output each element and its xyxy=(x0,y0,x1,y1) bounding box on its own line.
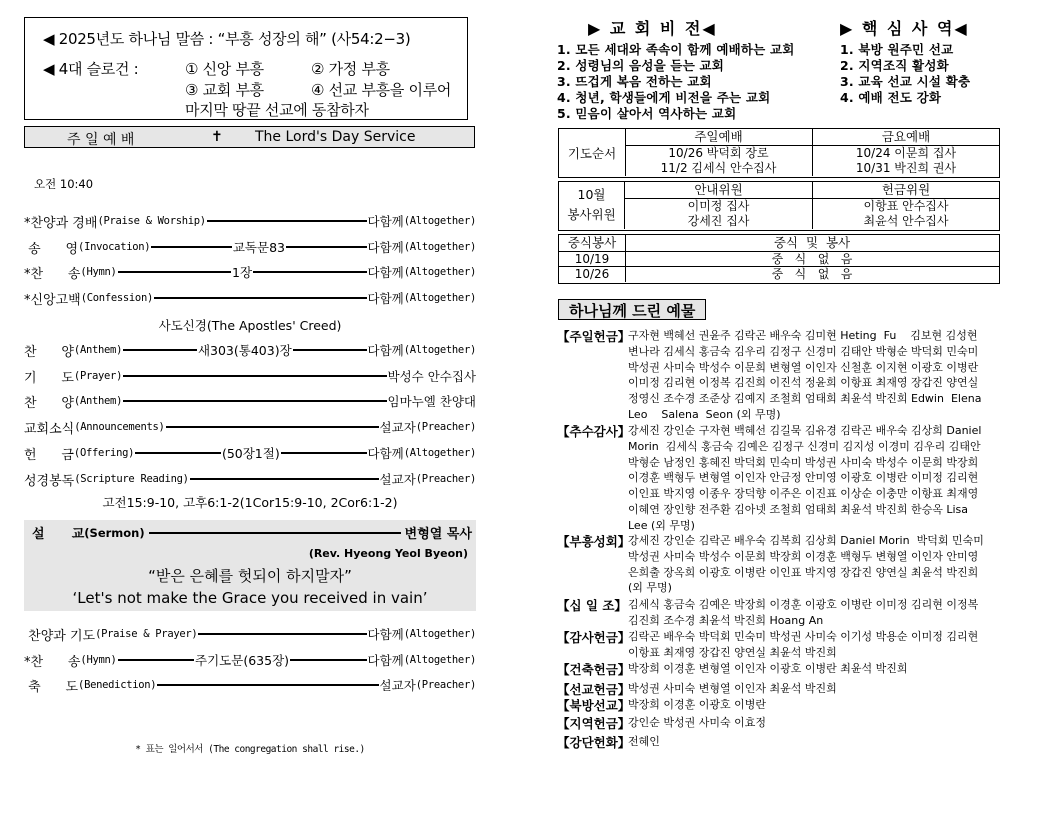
order-item xyxy=(24,263,476,281)
donor-line: 정영신 조수경 조준상 김예지 조철희 엄태희 최윤석 박진희 Edwin Elena xyxy=(628,392,982,406)
order-item-ko: *신앙고백 xyxy=(24,292,81,308)
order-item xyxy=(24,392,476,410)
donor-line: 이혜연 장인향 전주환 김아넷 조철희 엄태희 최윤석 박진희 한승옥 Lisa xyxy=(628,502,969,516)
order-item-ko: 찬양과 기도 xyxy=(24,628,96,644)
core-ministry-title: ▶ 핵 심 사 역◀ xyxy=(840,19,969,38)
offerings-title-text: 하나님께 드린 예물 xyxy=(569,302,696,320)
lunch-date: 10/26 xyxy=(559,267,626,282)
order-item xyxy=(24,418,476,436)
leader-line xyxy=(190,478,379,480)
lunch-date: 10/19 xyxy=(559,252,626,267)
church-vision-item: 1. 모든 세대와 족속이 함께 예배하는 교회 xyxy=(557,42,795,57)
order-item-en: (Praise & Prayer) xyxy=(95,628,198,640)
church-vision-item: 5. 믿음이 살아서 역사하는 교회 xyxy=(557,106,737,121)
order-item-en: (Scripture Reading) xyxy=(74,473,189,485)
order-item xyxy=(24,289,476,307)
offerings-title xyxy=(558,299,706,320)
order-item-leader-en: (Preacher) xyxy=(415,473,476,485)
donor-line: Leo Salena Seon (외 무명) xyxy=(628,407,781,421)
volunteer-month: 10월 xyxy=(577,187,606,202)
order-item-ko: 축 도 xyxy=(24,679,79,695)
donor-line: 전혜인 xyxy=(628,735,660,748)
volunteer-label xyxy=(559,182,625,229)
leader-line xyxy=(166,426,379,428)
donor-line: 강세진 강인순 구자현 백혜선 김길묵 김유경 김락곤 배우숙 김상희 Daniel xyxy=(628,424,982,437)
order-item-leader: 다함께 xyxy=(367,240,404,255)
offering-donors xyxy=(628,533,1003,596)
core-ministry-item: 2. 지역조직 활성화 xyxy=(840,58,949,73)
cross-icon: ✝ xyxy=(211,129,223,145)
service-title-ko: 주 일 예 배 xyxy=(67,132,135,148)
service-title-bar xyxy=(24,126,475,148)
donor-line: 김세식 홍금숙 김예은 박장희 이경훈 이광호 이병란 이미정 김리현 이정복 xyxy=(628,598,979,611)
offering-donors xyxy=(628,681,1003,697)
order-item xyxy=(24,341,476,359)
order-item-en: (Prayer) xyxy=(73,370,123,382)
offering-category: 【지역헌금】 xyxy=(557,716,631,731)
offering-category: 【추수감사】 xyxy=(557,424,631,439)
order-item-en: (Anthem) xyxy=(73,395,123,407)
order-item-leader-en: (Altogether) xyxy=(403,344,476,356)
donor-line: 변나라 김세식 홍금숙 김우리 김정구 신경미 김태안 박형순 박덕회 민숙미 xyxy=(628,344,979,358)
donor-line: 박장희 이경훈 변형열 이인자 이광호 이병란 최윤석 박진희 xyxy=(628,662,908,675)
sunday-service-header: 주일예배 xyxy=(625,129,813,146)
offering-donors xyxy=(628,715,1003,731)
offering-committee-entry: 최윤석 안수집사 xyxy=(863,214,949,228)
donor-line: 이인표 박지영 이종우 장덕향 이주은 이진표 이상순 이충만 이항표 최재영 xyxy=(628,487,979,501)
offering-category: 【부흥성회】 xyxy=(557,534,631,549)
donor-line: Morin 김세식 홍금숙 김예은 김정구 신경미 김지성 이경미 김우리 김태안 xyxy=(628,439,981,453)
offering-committee-header: 헌금위원 xyxy=(813,182,999,199)
motto-line: ◀ 2025년도 하나님 말씀 : “부흥 성장의 해” (사54:2−3) xyxy=(43,30,411,48)
order-item-en: (Hymn) xyxy=(80,266,117,278)
prayer-order-label: 기도순서 xyxy=(559,129,626,176)
order-item xyxy=(24,212,476,230)
order-item xyxy=(24,444,476,462)
order-item-ko: 성경봉독 xyxy=(24,473,75,489)
slogan-2: ② 가정 부흥 xyxy=(311,60,390,78)
order-item xyxy=(24,470,476,488)
service-title-en: The Lord's Day Service xyxy=(255,129,416,145)
donor-line: 구자현 백혜선 권윤주 김락곤 배우숙 김미현 Heting Fu 김보현 김성현 xyxy=(628,329,978,342)
offering-donors xyxy=(628,629,1003,661)
leader-line xyxy=(281,452,367,454)
usher-entry: 강세진 집사 xyxy=(687,214,750,228)
service-time: 오전 10:40 xyxy=(34,177,94,191)
sunday-prayer-entry: 11/2 김세식 안수집사 xyxy=(660,161,777,175)
order-item xyxy=(24,651,476,669)
order-item-en: (Praise & Worship) xyxy=(97,215,206,227)
donor-line: 이항표 최재영 장갑진 양연실 최윤석 박진희 xyxy=(628,645,837,659)
leader-line xyxy=(293,349,367,351)
slogan-4: ④ 선교 부흥을 이루어 xyxy=(311,81,452,99)
donor-line: 박장희 이경훈 이광호 이병란 xyxy=(628,698,767,711)
donor-line: 박형순 남정인 홍혜진 박덕회 민숙미 박성권 사미숙 박성수 이문희 박장희 xyxy=(628,455,979,469)
volunteer-table xyxy=(558,181,1000,231)
order-item-leader: 다함께 xyxy=(367,653,404,668)
offering-category: 【강단헌화】 xyxy=(557,735,631,750)
order-item-en: (Confession) xyxy=(80,292,153,304)
order-item-leader-en: (Altogether) xyxy=(403,241,477,253)
lunch-value: 중 식 없 음 xyxy=(771,267,853,281)
usher-entry: 이미정 집사 xyxy=(687,199,750,213)
footnote: * 표는 일어서서 (The congregation shall rise.) xyxy=(135,744,365,755)
prayer-order-table xyxy=(558,128,1000,178)
lunch-header: 중식 및 봉사 xyxy=(625,235,999,252)
offering-category: 【선교헌금】 xyxy=(557,682,631,697)
leader-line xyxy=(149,532,401,534)
order-item-leader: 설교자 xyxy=(379,472,416,487)
leader-line xyxy=(198,633,366,635)
order-item-detail: 주기도문(635장) xyxy=(195,653,290,668)
slogan-4-continued: 마지막 땅끝 선교에 동참하자 xyxy=(185,101,369,119)
slogan-1: ① 신앙 부흥 xyxy=(185,60,264,78)
order-item-ko: *찬양과 경배 xyxy=(24,215,98,231)
apostles-creed: 사도신경(The Apostles' Creed) xyxy=(158,318,342,333)
offering-donors xyxy=(628,734,1003,750)
order-item-leader-en: (Altogether) xyxy=(403,447,476,459)
order-item-detail: 1장 xyxy=(232,265,253,280)
order-item-leader-en: (Preacher) xyxy=(415,421,476,433)
sermon-preacher: 변형열 목사 xyxy=(404,527,472,542)
offering-donors xyxy=(628,697,1003,713)
order-item-leader: 다함께 xyxy=(367,343,404,358)
donor-line: 김진희 조수경 최윤석 박진희 Hoang An xyxy=(628,613,824,627)
donor-line: 이경훈 백형두 변형열 이인자 안금정 안미영 이광호 이병란 이미정 김리현 xyxy=(628,471,979,485)
church-vision-title: ▶ 교 회 비 전◀ xyxy=(588,19,717,38)
lunch-value: 중 식 없 음 xyxy=(625,252,999,267)
sunday-prayer-list xyxy=(625,146,813,176)
lunch-service-table xyxy=(558,234,1000,284)
offering-donors xyxy=(628,597,1003,629)
donor-line: (외 무명) xyxy=(628,581,672,595)
offering-category: 【주일헌금】 xyxy=(557,329,631,344)
order-item-leader: 다함께 xyxy=(367,627,404,642)
donor-line: 이미정 김리현 이정복 김진희 이진석 정윤희 이항표 최재영 장갑진 양연실 xyxy=(628,376,979,390)
order-item-en: (Invocation) xyxy=(78,241,151,253)
order-item-en: (Announcements) xyxy=(74,421,165,433)
order-item-leader: 설교자 xyxy=(379,420,416,435)
order-item xyxy=(24,625,476,643)
sermon-box xyxy=(24,520,476,611)
sermon-title-en: ‘Let's not make the Grace you received in vain’ xyxy=(72,589,428,607)
donor-line: 박성권 사미숙 변형열 이인자 최윤석 박진희 xyxy=(628,682,837,695)
order-item-leader-en: (Preacher) xyxy=(415,679,476,691)
lunch-label: 중식봉사 xyxy=(559,235,626,252)
leader-line xyxy=(157,684,378,686)
order-item-en: (Offering) xyxy=(73,447,135,459)
order-item-leader-en: (Altogether) xyxy=(403,292,476,304)
friday-prayer-entry: 10/24 이문희 집사 xyxy=(855,146,957,160)
donor-line: 강세진 강인순 김락곤 배우숙 김복희 김상희 Daniel Morin 박덕회 민숙미 xyxy=(628,534,984,547)
sermon-title-ko: “받은 은혜를 헛되이 하지말자” xyxy=(148,567,352,585)
friday-prayer-list xyxy=(813,146,999,176)
donor-line: Lee (외 무명) xyxy=(628,518,695,532)
leader-line xyxy=(123,400,386,402)
offering-category: 【감사헌금】 xyxy=(557,630,631,645)
donor-line: 김락곤 배우숙 박덕회 민숙미 박성권 사미숙 이기성 박용순 이미정 김리현 xyxy=(628,630,979,643)
order-item-leader-en: (Altogether) xyxy=(403,215,476,227)
leader-line xyxy=(207,220,367,222)
order-item-leader: 다함께 xyxy=(367,265,404,280)
order-item-leader: 설교자 xyxy=(379,678,416,693)
sermon-row xyxy=(32,523,472,542)
sermon-label-en: (Sermon) xyxy=(84,525,145,540)
church-vision-item: 4. 청년, 학생들에게 비전을 주는 교회 xyxy=(557,90,771,105)
core-ministry-item: 1. 북방 원주민 선교 xyxy=(840,42,954,57)
leader-line xyxy=(123,375,386,377)
donor-line: 박성권 사미숙 박성수 이문희 변형열 이인자 신철훈 이지현 이광호 이병란 xyxy=(628,360,979,374)
order-item-detail: 교독문83 xyxy=(232,240,285,255)
leader-line xyxy=(118,659,194,661)
order-item-ko: 찬 양 xyxy=(24,344,74,360)
order-item-en: (Hymn) xyxy=(80,654,117,666)
donor-line: 강인순 박성권 사미숙 이효정 xyxy=(628,716,767,729)
order-item-ko: *찬 송 xyxy=(24,266,81,282)
donor-line: 은희출 장옥희 이광호 이병란 이인표 박지영 장갑진 양연실 최윤석 박진희 xyxy=(628,565,979,579)
leader-line xyxy=(253,271,366,273)
leader-line xyxy=(123,349,197,351)
order-item-en: (Anthem) xyxy=(73,344,123,356)
leader-line xyxy=(151,246,232,248)
order-item-leader-en: (Altogether) xyxy=(403,266,476,278)
motto-box xyxy=(24,17,468,120)
order-item-ko: 교회소식 xyxy=(24,421,75,437)
order-item-leader: 다함께 xyxy=(367,446,404,461)
offering-category: 【십 일 조】 xyxy=(557,598,627,613)
leader-line xyxy=(290,659,366,661)
offering-category: 【건축헌금】 xyxy=(557,662,631,677)
slogan-3: ③ 교회 부흥 xyxy=(185,81,264,99)
order-item-ko: 헌 금 xyxy=(24,447,74,463)
order-item xyxy=(24,238,476,256)
leader-line xyxy=(118,271,231,273)
offering-donors xyxy=(628,423,1003,534)
order-item-leader: 박성수 안수집사 xyxy=(387,369,476,384)
sermon-label-ko: 설 교 xyxy=(32,527,85,542)
usher-header: 안내위원 xyxy=(625,182,813,199)
offering-donors xyxy=(628,328,1003,423)
offering-category: 【북방선교】 xyxy=(557,698,631,713)
slogan-label: ◀ 4대 슬로건 : xyxy=(43,60,139,78)
preacher-english-name: (Rev. Hyeong Yeol Byeon) xyxy=(308,547,468,560)
offering-committee-entry: 이항표 안수집사 xyxy=(863,199,949,213)
offering-committee-list xyxy=(813,199,999,229)
order-item-leader-en: (Altogether) xyxy=(403,654,476,666)
friday-prayer-entry: 10/31 박진희 권사 xyxy=(855,161,957,175)
order-item-detail: (50장1절) xyxy=(221,446,280,461)
order-item-ko: 송 영 xyxy=(24,241,79,257)
order-item-leader-en: (Altogether) xyxy=(403,628,476,640)
church-vision-item: 3. 뜨겁게 복음 전하는 교회 xyxy=(557,74,712,89)
donor-line: 박성권 사미숙 박성수 이문희 박장희 이경훈 백형두 변형열 이인자 안미영 xyxy=(628,549,979,563)
order-item-leader: 다함께 xyxy=(367,214,404,229)
core-ministry-item: 4. 예배 전도 강화 xyxy=(840,90,942,105)
order-item-detail: 새303(통403)장 xyxy=(197,343,292,358)
leader-line xyxy=(286,246,367,248)
order-item xyxy=(24,367,476,385)
leader-line xyxy=(135,452,221,454)
order-item-ko: 찬 양 xyxy=(24,395,74,411)
order-item-leader: 임마누엘 찬양대 xyxy=(387,394,476,409)
order-item xyxy=(24,676,476,694)
friday-service-header: 금요예배 xyxy=(813,129,999,146)
order-item-leader: 다함께 xyxy=(367,291,404,306)
core-ministry-item: 3. 교육 선교 시설 확충 xyxy=(840,74,971,89)
sunday-prayer-entry: 10/26 박덕회 장로 xyxy=(668,146,769,160)
order-item-ko: *찬 송 xyxy=(24,654,81,670)
order-item-ko: 기 도 xyxy=(24,370,74,386)
offering-donors xyxy=(628,661,1003,677)
usher-list xyxy=(625,199,813,229)
volunteer-title: 봉사위원 xyxy=(567,207,616,222)
order-item-en: (Benediction) xyxy=(78,679,157,691)
leader-line xyxy=(154,297,367,299)
church-vision-item: 2. 성령님의 음성을 듣는 교회 xyxy=(557,58,725,73)
scripture-reference: 고전15:9-10, 고후6:1-2(1Cor15:9-10, 2Cor6:1-2) xyxy=(102,495,398,510)
